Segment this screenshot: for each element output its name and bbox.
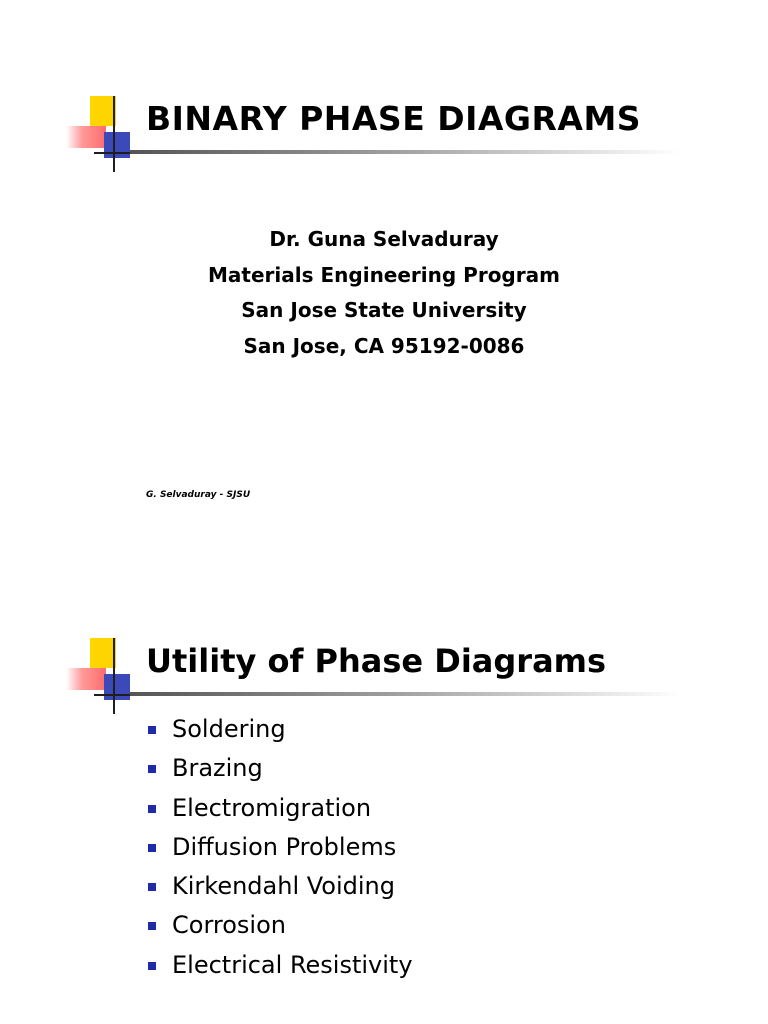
square-bullet-icon [148, 805, 156, 813]
author-university: San Jose State University [241, 298, 527, 322]
square-bullet-icon [148, 844, 156, 852]
list-item-text: Soldering [172, 715, 286, 743]
blue-square-shape [104, 674, 130, 700]
red-gradient-shape [66, 126, 106, 148]
author-program: Materials Engineering Program [208, 262, 560, 287]
list-item-text: Electromigration [172, 793, 372, 822]
title-decoration-graphic [66, 96, 146, 176]
list-item [148, 714, 413, 753]
author-name: Dr. Guna Selvaduray [269, 227, 499, 251]
square-bullet-icon [148, 922, 156, 930]
list-item [148, 910, 413, 949]
title-decoration-graphic [66, 638, 146, 718]
slide-2 [0, 520, 768, 1024]
slide-footer: G. Selvaduray - SJSU [146, 490, 251, 500]
list-item-text: Kirkendahl Voiding [172, 872, 395, 901]
author-address: San Jose, CA 95192-0086 [243, 333, 525, 358]
vertical-rule [113, 96, 115, 172]
list-item-text: Diffusion Problems [172, 832, 397, 861]
list-item [148, 832, 413, 871]
square-bullet-icon [148, 962, 156, 970]
slide-title: BINARY PHASE DIAGRAMS [146, 99, 642, 138]
list-item-text: Corrosion [172, 911, 286, 940]
vertical-rule [113, 638, 115, 714]
list-item [148, 753, 413, 792]
red-gradient-shape [66, 668, 106, 690]
bullet-list [148, 714, 413, 989]
title-underline [130, 150, 680, 154]
title-underline [130, 692, 680, 696]
list-item [148, 871, 413, 910]
list-item [148, 793, 413, 832]
author-block [0, 222, 768, 364]
square-bullet-icon [148, 765, 156, 773]
slide-title: Utility of Phase Diagrams [146, 642, 607, 680]
list-item [148, 950, 413, 989]
blue-square-shape [104, 132, 130, 158]
square-bullet-icon [148, 726, 156, 734]
list-item-text: Electrical Resistivity [172, 950, 413, 979]
list-item-text: Brazing [172, 754, 263, 783]
square-bullet-icon [148, 883, 156, 891]
